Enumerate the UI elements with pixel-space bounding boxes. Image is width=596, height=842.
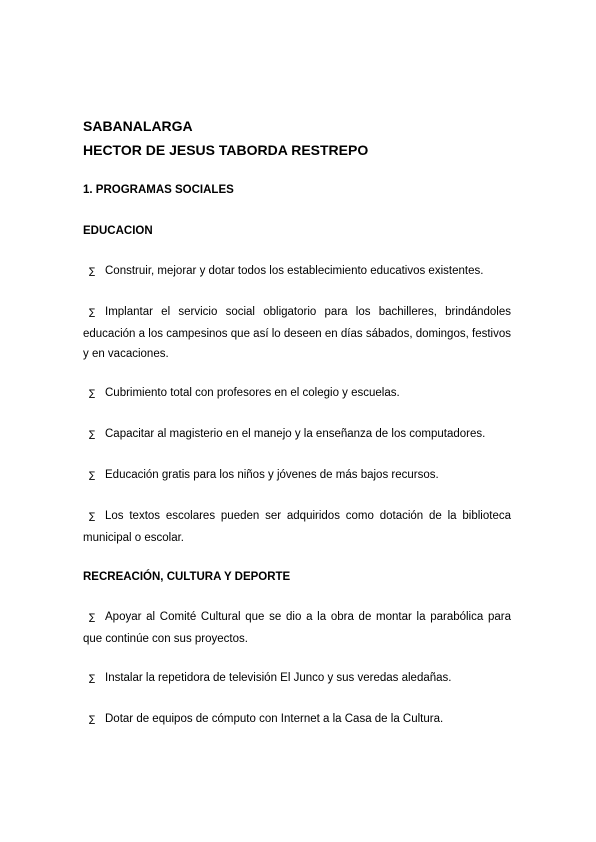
person-title: HECTOR DE JESUS TABORDA RESTREPO bbox=[83, 142, 369, 158]
list-item bbox=[83, 302, 511, 365]
list-item-text: Cubrimiento total con profesores en el colegio y escuelas. bbox=[105, 387, 400, 399]
town-title: SABANALARGA bbox=[83, 118, 193, 134]
list-item bbox=[83, 424, 511, 446]
document-page bbox=[83, 0, 511, 842]
list-item-text: Apoyar al Comité Cultural que se dio a la obra de montar la parabólica para que continúe con sus proyectos. bbox=[83, 611, 511, 645]
list-item-text: Los textos escolares pueden ser adquiridos como dotación de la biblioteca municipal o escolar. bbox=[83, 510, 511, 544]
bullet-icon: ∑ bbox=[89, 674, 96, 684]
list-item bbox=[83, 607, 511, 649]
list-item bbox=[83, 668, 511, 690]
list-item bbox=[83, 709, 511, 731]
section-title: 1. PROGRAMAS SOCIALES bbox=[83, 184, 234, 196]
bullet-icon: ∑ bbox=[89, 430, 96, 440]
list-item bbox=[83, 383, 511, 405]
bullet-icon: ∑ bbox=[89, 389, 96, 399]
list-item-text: Dotar de equipos de cómputo con Internet a la Casa de la Cultura. bbox=[105, 713, 444, 725]
list-item bbox=[83, 465, 511, 487]
list-item-text: Capacitar al magisterio en el manejo y la enseñanza de los computadores. bbox=[105, 428, 486, 440]
list-item-text: Construir, mejorar y dotar todos los establecimiento educativos existentes. bbox=[105, 265, 484, 277]
list-item-text: Instalar la repetidora de televisión El Junco y sus veredas aledañas. bbox=[105, 672, 452, 684]
bullet-icon: ∑ bbox=[89, 512, 96, 522]
educacion-heading: EDUCACION bbox=[83, 225, 153, 237]
bullet-icon: ∑ bbox=[89, 613, 96, 623]
bullet-icon: ∑ bbox=[89, 471, 96, 481]
list-item bbox=[83, 506, 511, 548]
recreacion-heading: RECREACIÓN, CULTURA Y DEPORTE bbox=[83, 571, 291, 583]
bullet-icon: ∑ bbox=[89, 267, 96, 277]
list-item-text: Implantar el servicio social obligatorio para los bachilleres, brindándoles educación a los campesinos que así lo deseen en días sábados, domingos, festivos y en vacaciones. bbox=[83, 306, 511, 360]
list-item bbox=[83, 261, 511, 283]
list-item-text: Educación gratis para los niños y jóvenes de más bajos recursos. bbox=[105, 469, 439, 481]
bullet-icon: ∑ bbox=[89, 715, 96, 725]
bullet-icon: ∑ bbox=[89, 308, 96, 318]
